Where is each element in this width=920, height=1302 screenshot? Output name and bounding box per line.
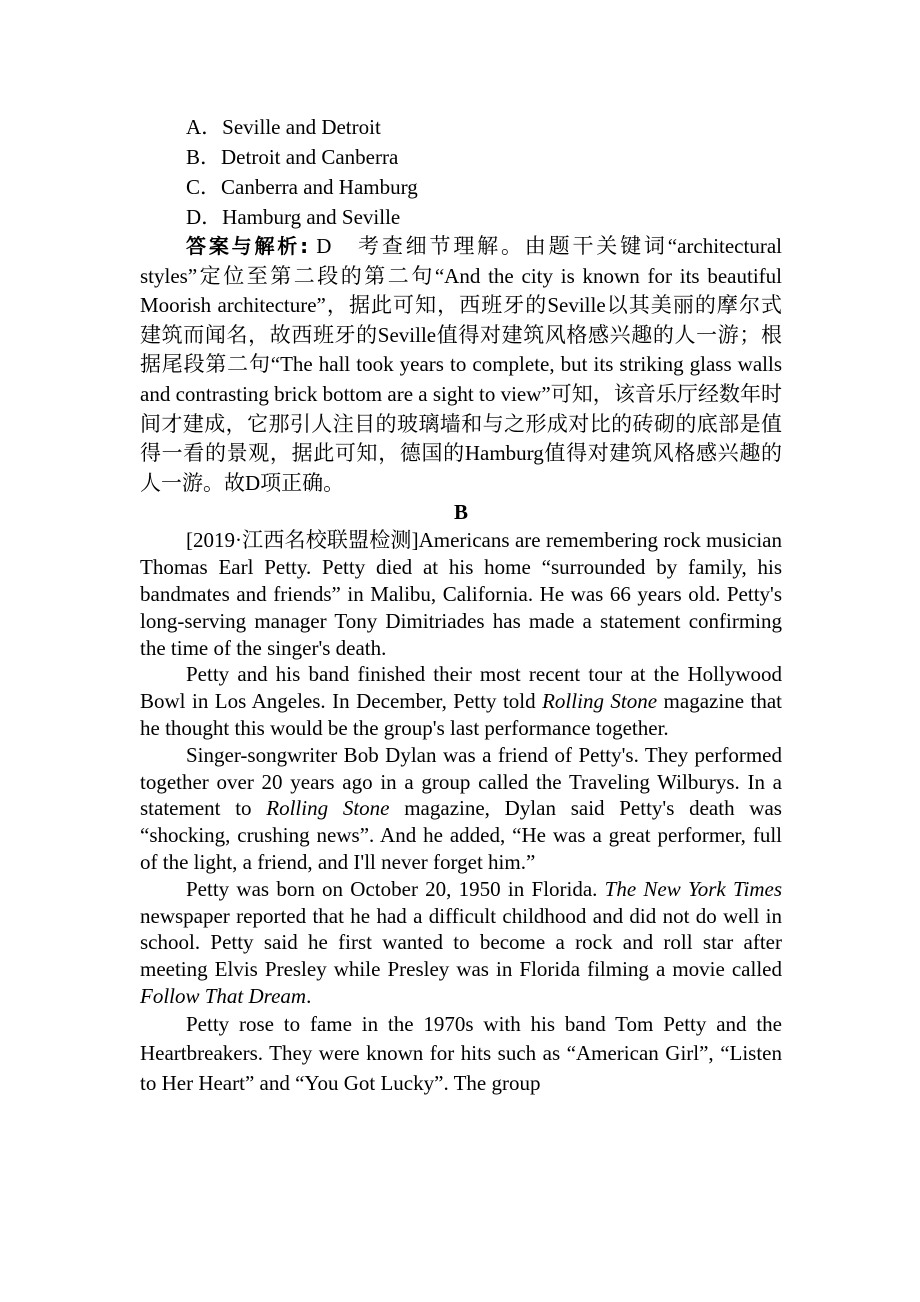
answer-analysis (140, 232, 782, 498)
option-c (186, 172, 782, 202)
option-text: Canberra and Hamburg (221, 175, 418, 199)
paragraph-text: . (306, 983, 312, 1008)
passage-paragraph-2 (140, 661, 782, 741)
passage-paragraph-5: Petty rose to fame in the 1970s with his band Tom Petty and the Heartbreakers. They were known for hits such as “American Girl”, “Listen to Her Heart” and “You Got Lucky”. The group (140, 1011, 782, 1095)
passage-paragraph-3 (140, 742, 782, 876)
option-text: Hamburg and Seville (222, 205, 401, 229)
paragraph-text: Petty was born on October 20, 1950 in Florida. (186, 876, 605, 901)
newspaper-title: The New York Times (604, 876, 783, 901)
option-b (186, 142, 782, 172)
passage-paragraph-1: [2019·江西名校联盟检测]Americans are remembering rock musician Thomas Earl Petty. Petty died at his home “surrounded by family, his bandmates and friends” in Malibu, California. He was 66 years old. Petty's long-serving manager Tony Dimitriades has made a statement confirming the time of the singer's death. (140, 528, 782, 660)
analysis-body: D 考查细节理解。由题干关键词“architectural styles”定位至第二段的第二句“And the city is known for its beautiful Moorish architecture”，据此可知，西班牙的Seville以其美丽的摩尔式建筑而闻名，故西班牙的Seville值得对建筑风格感兴趣的人一游；根据尾段第二句“The hall took years to complete, but its striking glass walls and contrasting brick bottom are a sight to view”可知，该音乐厅经数年时间才建成，它那引人注目的玻璃墙和与之形成对比的砖砌的底部是值得一看的景观，据此可知，德国的Hamburg值得对建筑风格感兴趣的人一游。故D项正确。 (140, 234, 782, 495)
option-letter: B． (186, 145, 222, 169)
passage-paragraph-4 (140, 876, 782, 1010)
option-letter: C． (186, 175, 222, 199)
paragraph-text: magazine, Dylan said Petty's death was “shocking, crushing news”. And he added, “He was a great performer, full of the light, a friend, and I'll never forget him.” (140, 796, 782, 874)
paragraph-text: Singer-songwriter Bob Dylan was a friend of Petty's. They performed together over 20 years ago in a group called the Traveling Wilburys. In a statement to (140, 742, 782, 821)
option-text: Seville and Detroit (222, 115, 381, 139)
option-letter: D． (186, 205, 223, 229)
paragraph-text: magazine that he thought this would be the group's last performance together. (140, 689, 782, 740)
option-text: Detroit and Canberra (221, 145, 399, 169)
paragraph-text: newspaper reported that he had a difficult childhood and did not do well in school. Petty said he first wanted to become a rock and roll star after meeting Elvis Presley while Presley was in Florida filming a movie called (140, 903, 782, 982)
magazine-title: Rolling Stone (266, 796, 390, 821)
analysis-label: 答案与解析: (186, 234, 309, 258)
option-letter: A． (186, 115, 223, 139)
answer-options (140, 112, 782, 232)
movie-title: Follow That Dream (140, 983, 307, 1008)
option-d (186, 202, 782, 232)
paragraph-text: Petty and his band finished their most recent tour at the Hollywood Bowl in Los Angeles. In December, Petty told (140, 662, 782, 714)
section-heading: B (453, 500, 468, 525)
option-a (186, 112, 782, 142)
document-page (140, 112, 782, 1098)
magazine-title: Rolling Stone (542, 689, 658, 714)
